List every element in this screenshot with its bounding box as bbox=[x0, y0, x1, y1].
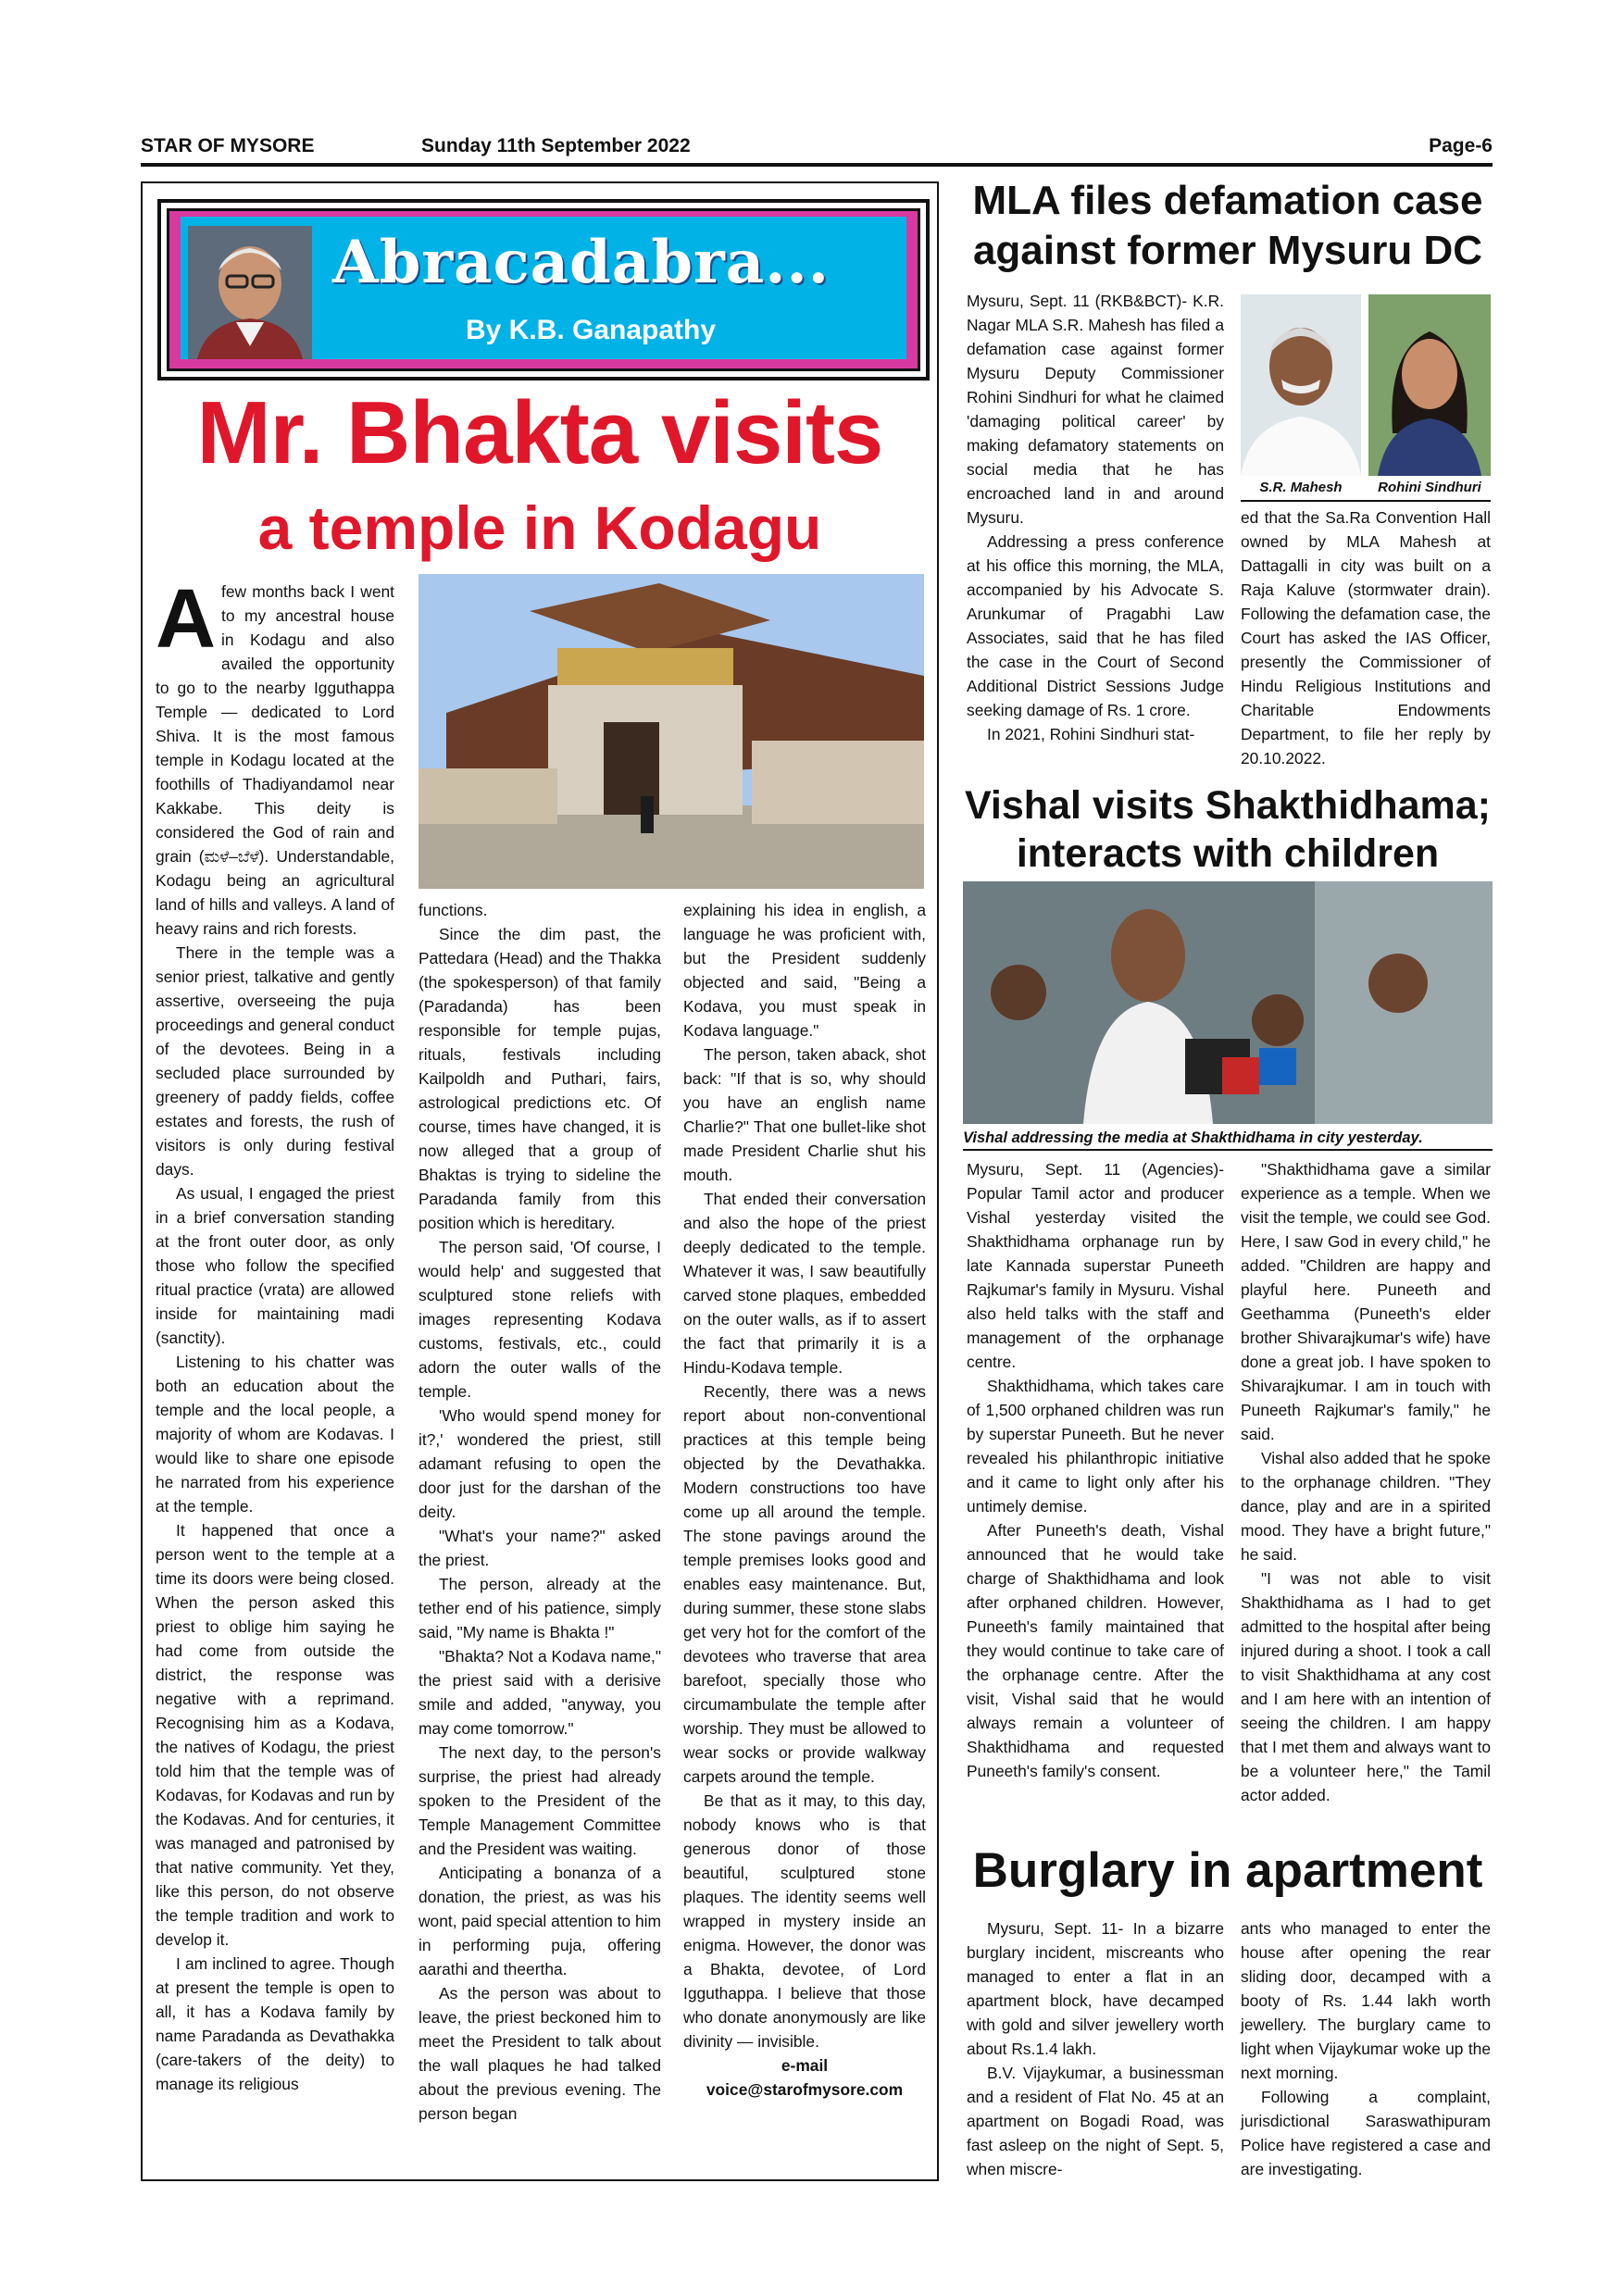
burglary-text-col1 bbox=[967, 1916, 1224, 2181]
burglary-paragraph: B.V. Vijaykumar, a businessman and a resident of Flat No. 45 at an apartment on Bogadi Road, was fast asleep on the night of Sept. 5, when miscre- bbox=[967, 2064, 1224, 2178]
column-paragraph: few months back I went to my ancestral house in Kodagu and also availed the opportunity to go to the nearby Igguthappa Temple — dedicated to Lord Shiva. It is the most famous temple in Kodagu located at the foothills of Thadiyandamol near Kakkabe. This deity is considered the God of rain and grain (ಮಳೆ–ಬೆಳೆ). Understandable, Kodagu being an agricultural land of hills and valleys. A land of heavy rains and rich forests. bbox=[156, 582, 394, 938]
vishal-text-col2 bbox=[1241, 1157, 1491, 1807]
mla-photo-1-caption: S.R. Mahesh bbox=[1259, 480, 1343, 495]
column-paragraph: functions. bbox=[418, 901, 488, 919]
email-address[interactable]: voice@starofmysore.com bbox=[706, 2080, 904, 2099]
burglary-headline: Burglary in apartment bbox=[972, 1843, 1483, 1898]
column-headline-line2: a temple in Kodagu bbox=[257, 493, 822, 562]
column-paragraph: I am inclined to agree. Though at present the temple is open to all, it has a Kodava family by name Paradanda as Devathakka (care-takers of the deity) to manage its religious bbox=[156, 1954, 394, 2093]
column-paragraph: "Bhakta? Not a Kodava name," the priest said with a derisive smile and added, "anyway, you may come tomorrow." bbox=[418, 1647, 661, 1738]
column-text-col3 bbox=[683, 898, 926, 2102]
mla-paragraph: In 2021, Rohini Sindhuri stat- bbox=[987, 725, 1195, 743]
vishal-headline bbox=[959, 781, 1496, 878]
mla-paragraph: Mysuru, Sept. 11 (RKB&BCT)- K.R. Nagar MLA S.R. Mahesh has filed a defamation case against former Mysuru Deputy Commissioner Rohini Sindhuri for what he claimed 'damaging political career' by making defamatory statements on social media that he has encroached land in and around Mysuru. bbox=[967, 292, 1224, 527]
column-paragraph: Recently, there was a news report about non-conventional practices at this temple being objected by the Devathakka. Modern constructions too have come up all around the temple. The stone pavings around the temple premises looks good and enables easy maintenance. But, during summer, these stone slabs get very hot for the comfort of the devotees who traverse that area barefoot, specially those who circumambulate the temple after worship. They must be allowed to wear socks or provide walkway carpets around the temple. bbox=[683, 1382, 926, 1786]
mla-headline-line2: against former Mysuru DC bbox=[972, 228, 1483, 273]
burglary-paragraph: Following a complaint, jurisdictional Saraswathipuram Police have registered a case and are investigating. bbox=[1241, 2088, 1491, 2178]
masthead-rule bbox=[141, 163, 1493, 167]
column-text-col2 bbox=[418, 898, 661, 2126]
vishal-paragraph: "Shakthidhama gave a similar experience as a temple. When we visit the temple, we could see God. Here, I saw God in every child," he added. "Children are happy and playful here. Puneeth and Geethamma (Puneeth's elder brother Shivarajkumar's wife) have done a great job. I have spoken to Shivarajkumar. I am in touch with Puneeth Rajkumar's family," he said. bbox=[1241, 1160, 1491, 1443]
vishal-paragraph: Shakthidhama, which takes care of 1,500 orphaned children was run by superstar Puneeth. But he never revealed his philanthropic initiative and it came to light only after his untimely demise. bbox=[967, 1377, 1224, 1516]
column-paragraph: explaining his idea in english, a language he was proficient with, but the President suddenly objected and said, "Being a Kodava, you must speak in Kodava language." bbox=[683, 901, 926, 1040]
burglary-paragraph: ants who managed to enter the house after opening the rear sliding door, decamped with a booty of Rs. 1.44 lakh worth jewellery. The burglary came to light when Vijaykumar woke up the next morning. bbox=[1241, 1919, 1491, 2082]
column-paragraph: "What's your name?" asked the priest. bbox=[418, 1527, 661, 1569]
column-banner bbox=[157, 199, 930, 381]
vishal-headline-line2: interacts with children bbox=[1016, 831, 1440, 876]
paper-name: STAR OF MYSORE bbox=[141, 135, 315, 156]
vishal-photo-caption: Vishal addressing the media at Shakthidhama in city yesterday. bbox=[963, 1129, 1493, 1151]
mla-paragraph: Addressing a press conference at his office this morning, the MLA, accompanied by his Advocate S. Arunkumar of Pragabhi Law Associates, said that he has filed the case in the Court of Second Additional District Sessions Judge seeking damage of Rs. 1 crore. bbox=[967, 532, 1224, 719]
column-paragraph: Anticipating a bonanza of a donation, the priest, as was his wont, paid special attention to him in performing puja, offering aarathi and theertha. bbox=[418, 1864, 661, 1978]
burglary-paragraph: Mysuru, Sept. 11- In a bizarre burglary incident, miscreants who managed to enter a flat in an apartment block, have decamped with gold and silver jewellery worth about Rs.1.4 lakh. bbox=[967, 1919, 1224, 2058]
vishal-text-col1 bbox=[967, 1157, 1224, 1783]
mla-photo-2-caption: Rohini Sindhuri bbox=[1378, 480, 1481, 495]
column-paragraph: Be that as it may, to this day, nobody knows who is that generous donor of those beautiful, sculptured stone plaques. The identity seems well wrapped in mystery inside an enigma. However, the donor was a Bhakta, devotee, of Lord Igguthappa. I believe that those who donate anonymously are like divinity — invisible. bbox=[683, 1791, 926, 2051]
column-paragraph: The person, already at the tether end of his patience, simply said, "My name is Bhakta !" bbox=[418, 1575, 661, 1641]
column-paragraph: That ended their conversation and also the hope of the priest deeply dedicated to the temple. Whatever it was, I saw beautifully carved stone plaques, embedded on the outer walls, as if to assert the fact that primarily it is a Hindu-Kodava temple. bbox=[683, 1190, 926, 1377]
column-text-col1 bbox=[156, 573, 394, 2096]
mla-headline-line1: MLA files defamation case bbox=[972, 178, 1483, 223]
vishal-headline-line1: Vishal visits Shakthidhama; bbox=[965, 783, 1491, 828]
column-paragraph: 'Who would spend money for it?,' wondered the priest, still adamant refusing to open the door just for the darshan of the deity. bbox=[418, 1406, 661, 1521]
caption-rule bbox=[1241, 500, 1491, 502]
column-paragraph: As usual, I engaged the priest in a brief conversation standing at the front outer door, as only those who follow the specified ritual practice (vrata) are allowed inside for maintaining madi (sanctity). bbox=[156, 1184, 394, 1347]
columnist-portrait bbox=[188, 226, 312, 359]
mla-paragraph: ed that the Sa.Ra Convention Hall owned by MLA Mahesh at Dattagalli in city was built on a Raja Kaluve (stormwater drain). Following the defamation case, the Court has asked the IAS Officer, presently the Commissioner of Hindu Religious Institutions and Charitable Endowments Department, to file her reply by 20.10.2022. bbox=[1241, 508, 1491, 767]
vishal-paragraph: Vishal also added that he spoke to the orphanage children. "They dance, play and are in a spirited mood. They have a bright future," he said. bbox=[1241, 1449, 1491, 1564]
burglary-text-col2 bbox=[1241, 1916, 1491, 2181]
issue-date: Sunday 11th September 2022 bbox=[421, 135, 691, 156]
column-paragraph: The person said, 'Of course, I would help' and suggested that sculptured stone reliefs with images representing Kodava customs, festivals, etc., could adorn the outer walls of the temple. bbox=[418, 1238, 661, 1401]
column-headline-line1: Mr. Bhakta visits bbox=[196, 383, 883, 482]
page-number: Page-6 bbox=[1429, 135, 1493, 156]
vishal-paragraph: After Puneeth's death, Vishal announced that he would take charge of Shakthidhama and look after orphaned children. However, Puneeth's family maintained that they would continue to take care of the orphanage centre. After the visit, Vishal said that he would always remain a volunteer of Shakthidhama and requested Puneeth's family's consent. bbox=[967, 1521, 1224, 1780]
mla-photo-1 bbox=[1241, 294, 1361, 476]
column-title: Abracadabra... bbox=[332, 228, 831, 297]
vishal-paragraph: Mysuru, Sept. 11 (Agencies)- Popular Tamil actor and producer Vishal yesterday visited the Shakthidhama orphanage run by late Kannada superstar Puneeth Rajkumar's family in Mysuru. Vishal also held talks with the staff and management of the orphanage centre. bbox=[967, 1160, 1224, 1371]
column-paragraph: Since the dim past, the Pattedara (Head) and the Thakka (the spokesperson) of that family (Paradanda) has been responsible for temple pujas, rituals, festivals including Kailpoldh and Puthari, fairs, astrological predictions etc. Of course, times have changed, it is now alleged that a group of Bhaktas is trying to sideline the Paradanda family from this position which is hereditary. bbox=[418, 925, 661, 1232]
mla-photo-2 bbox=[1368, 294, 1491, 476]
column-paragraph: The person, taken aback, shot back: "If that is so, why should you have an english name Charlie?" That one bullet-like shot made President Charlie shut his mouth. bbox=[683, 1045, 926, 1184]
temple-photo bbox=[418, 574, 924, 889]
masthead bbox=[141, 135, 1493, 163]
vishal-paragraph: "I was not able to visit Shakthidhama as I had to get admitted to the hospital after being injured during a shoot. I took a call to visit Shakthidhama at any cost and I am here with an intention of seeing the children. I am happy that I met them and always want to be a volunteer here," the Tamil actor added. bbox=[1241, 1569, 1491, 1804]
vishal-photo bbox=[963, 881, 1493, 1124]
mla-text-col1 bbox=[967, 289, 1224, 746]
column-paragraph: There in the temple was a senior priest, talkative and gently assertive, overseeing the puja proceedings and general conduct of the devotees. Being in a secluded place surrounded by greenery of paddy fields, coffee estates and forests, the rush of visitors is only during festival days. bbox=[156, 943, 394, 1179]
column-paragraph: Listening to his chatter was both an education about the temple and the local people, a majority of whom are Kodavas. I would like to share one episode he narrated from his experience at the temple. bbox=[156, 1353, 394, 1516]
dropcap: A bbox=[156, 573, 216, 666]
column-paragraph: It happened that once a person went to the temple at a time its doors were being closed. When the person asked this priest to oblige him saying he had come from outside the district, the response was negative with a reprimand. Recognising him as a Kodava, the natives of Kodagu, the priest told him that the temple was of Kodavas, for Kodavas and run by the Kodavas. And for centuries, it was managed and patronised by that native community. Yet they, like this person, do not observe the temple tradition and work to develop it. bbox=[156, 1521, 394, 1949]
mla-headline bbox=[959, 176, 1496, 276]
column-byline: By K.B. Ganapathy bbox=[466, 315, 717, 345]
email-label: e-mail bbox=[781, 2056, 829, 2075]
column-paragraph: As the person was about to leave, the priest beckoned him to meet the President to talk about the wall plaques he had talked about the previous evening. The person began bbox=[418, 1984, 661, 2123]
column-paragraph: The next day, to the person's surprise, the priest had already spoken to the President of the Temple Management Committee and the President was waiting. bbox=[418, 1743, 661, 1858]
mla-text-col2 bbox=[1241, 505, 1491, 770]
